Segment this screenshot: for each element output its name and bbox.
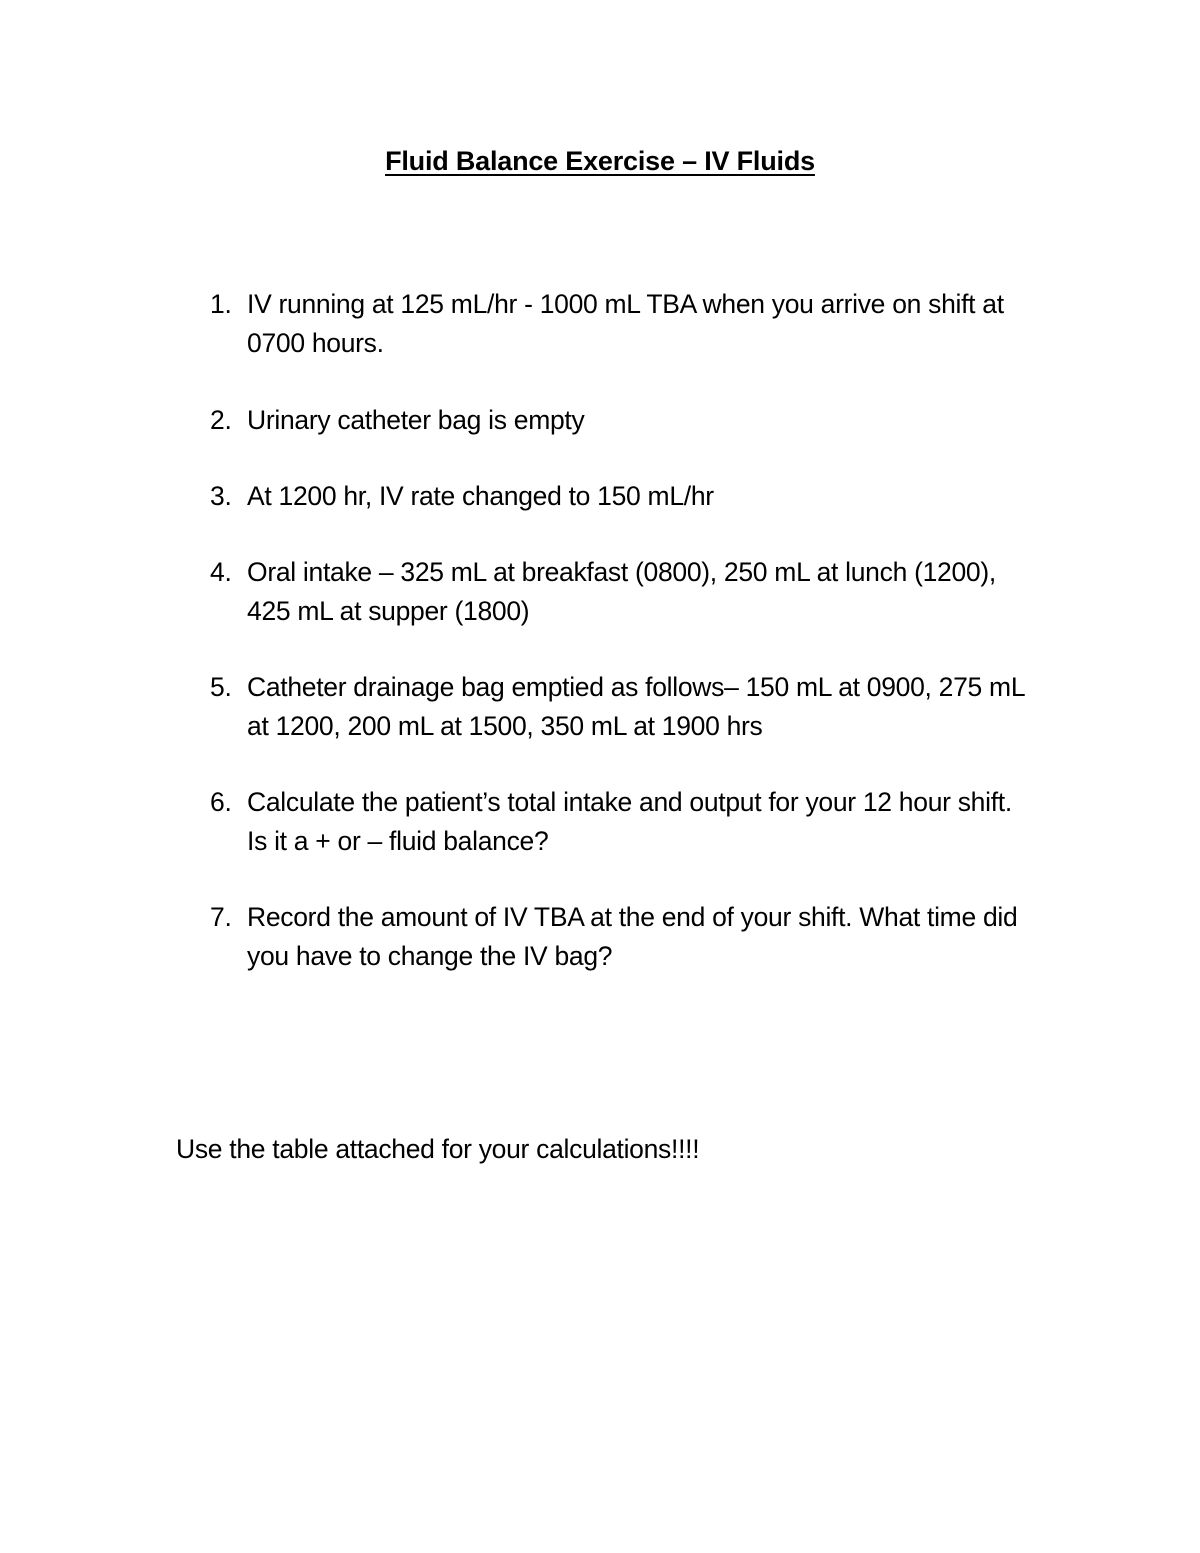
item-number: 1. (210, 289, 232, 319)
item-number: 3. (210, 481, 232, 511)
list-item (210, 898, 1030, 976)
item-text: Urinary catheter bag is empty (247, 405, 585, 435)
item-number: 6. (210, 787, 232, 817)
item-number: 7. (210, 902, 232, 932)
list-item (210, 401, 1030, 440)
list-item (210, 668, 1030, 746)
item-text: At 1200 hr, IV rate changed to 150 mL/hr (247, 481, 714, 511)
item-text: Calculate the patient’s total intake and output for your 12 hour shift. Is it a + or – fluid balance? (247, 787, 1012, 856)
item-number: 5. (210, 672, 232, 702)
list-item (210, 553, 1030, 631)
footer-note: Use the table attached for your calculations!!!! (176, 1134, 700, 1164)
exercise-list (210, 285, 1030, 976)
page-title: Fluid Balance Exercise – IV Fluids (385, 146, 815, 176)
list-item (210, 285, 1030, 363)
item-text: IV running at 125 mL/hr - 1000 mL TBA when you arrive on shift at 0700 hours. (247, 289, 1004, 358)
item-text: Oral intake – 325 mL at breakfast (0800), 250 mL at lunch (1200), 425 mL at supper (1800) (247, 557, 996, 626)
list-item (210, 783, 1030, 861)
item-text: Record the amount of IV TBA at the end of your shift. What time did you have to change the IV bag? (247, 902, 1018, 971)
list-item (210, 477, 1030, 516)
item-number: 2. (210, 405, 232, 435)
item-number: 4. (210, 557, 232, 587)
item-text: Catheter drainage bag emptied as follows– 150 mL at 0900, 275 mL at 1200, 200 mL at 1500, 350 mL at 1900 hrs (247, 672, 1025, 741)
